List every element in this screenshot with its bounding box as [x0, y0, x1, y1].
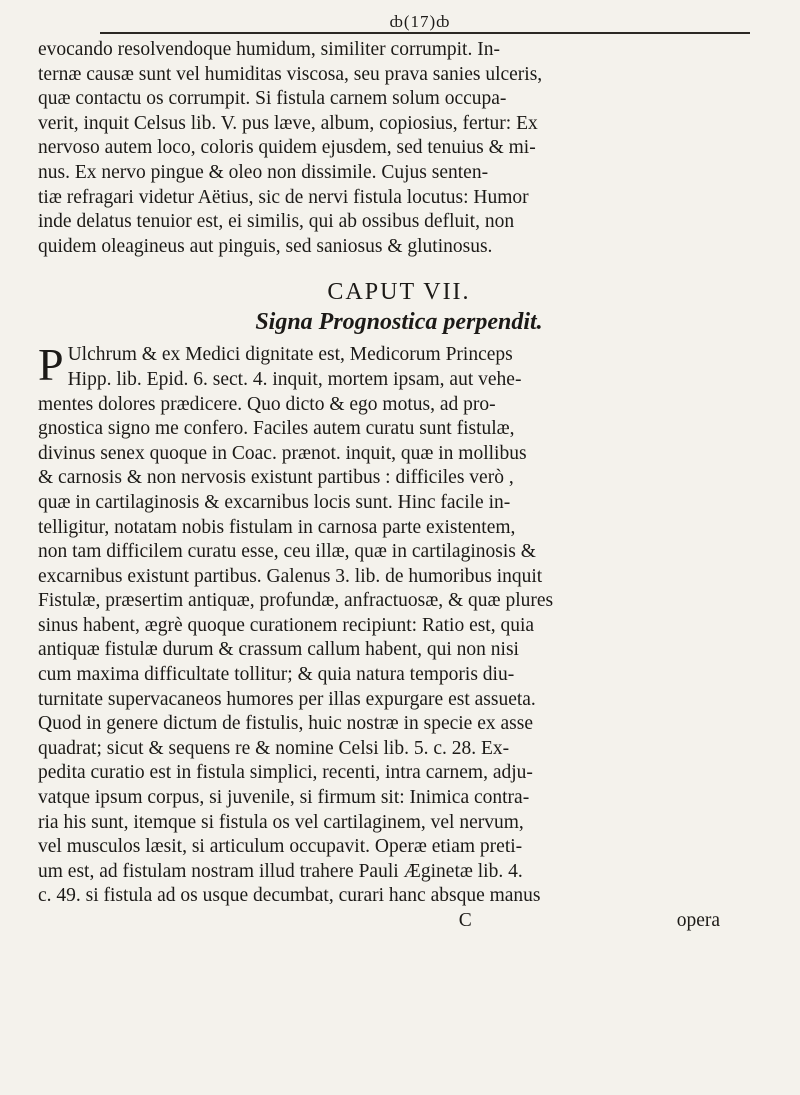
chapter-subtitle: Signa Prognostica perpendit. [255, 309, 543, 336]
text-line: um est, ad fistulam nostram illud trahere Pauli Æginetæ lib. 4. [38, 860, 523, 882]
text-line: nus. Ex nervo pingue & oleo non dissimile. Cujus senten- [38, 161, 489, 183]
text-line: quidem oleagineus aut pinguis, sed saniosus & glutinosus. [38, 235, 493, 257]
text-line: sinus habent, ægrè quoque curationem recipiunt: Ratio est, quia [38, 614, 535, 636]
text-line: Ulchrum & ex Medici dignitate est, Medicorum Princeps [67, 344, 513, 366]
text-line: mentes dolores prædicere. Quo dicto & ego motus, ad pro- [38, 393, 496, 415]
main-text [38, 38, 760, 934]
chapter-title: CAPUT VII. [327, 279, 471, 306]
text-line: gnostica signo me confero. Faciles autem curatu sunt fistulæ, [38, 418, 515, 440]
text-line: antiquæ fistulæ durum & crassum callum habent, qui non nisi [38, 639, 519, 661]
page-header [100, 12, 740, 38]
text-line: telligitur, notatam nobis fistulam in carnosa parte existentem, [38, 516, 516, 538]
text-line: non tam difficilem curatu esse, ceu illæ, quæ in cartilaginosis & [38, 541, 536, 563]
drop-cap: P [38, 339, 64, 391]
text-line: quæ in cartilaginosis & excarnibus locis sunt. Hinc facile in- [38, 491, 511, 513]
text-line: excarnibus existunt partibus. Galenus 3. lib. de humoribus inquit [38, 565, 543, 587]
text-line: vatque ipsum corpus, si juvenile, si firmum sit: Inimica contra- [38, 787, 530, 809]
catchword: opera [676, 910, 720, 931]
text-line: Hipp. lib. Epid. 6. sect. 4. inquit, mortem ipsam, aut vehe- [67, 368, 522, 390]
text-line: & carnosis & non nervosis existunt partibus : difficiles verò , [38, 467, 514, 489]
text-line: vel musculos læsit, si articulum occupavit. Operæ etiam preti- [38, 836, 523, 858]
text-line: divinus senex quoque in Coac. prænot. inquit, quæ in mollibus [38, 442, 527, 464]
signature-mark: C [458, 910, 472, 931]
header-rule [100, 32, 750, 34]
text-line: nervoso autem loco, coloris quidem ejusdem, sed tenuius & mi- [38, 137, 536, 159]
text-line: ternæ causæ sunt vel humiditas viscosa, seu prava sanies ulceris, [38, 63, 543, 85]
paragraph-2 [38, 339, 760, 909]
text-line: Quod in genere dictum de fistulis, huic nostræ in specie ex asse [38, 713, 533, 735]
page-number: ȸ(17)ȸ [389, 12, 451, 31]
text-line: inde delatus tenuior est, ei similis, qui ab ossibus defluit, non [38, 211, 515, 233]
text-line: ria his sunt, itemque si fistula os vel cartilaginem, vel nervum, [38, 811, 524, 833]
text-line: c. 49. si fistula ad os usque decumbat, curari hanc absque manus [38, 885, 541, 907]
text-line: tiæ refragari videtur Aëtius, sic de nervi fistula locutus: Humor [38, 186, 529, 208]
text-line: verit, inquit Celsus lib. V. pus læve, album, copiosius, fertur: Ex [38, 112, 538, 134]
text-line: quadrat; sicut & sequens re & nomine Celsi lib. 5. c. 28. Ex- [38, 737, 510, 759]
text-line: quæ contactu os corrumpit. Si fistula carnem solum occupa- [38, 88, 507, 110]
text-line: Fistulæ, præsertim antiquæ, profundæ, anfractuosæ, & quæ plures [38, 590, 554, 612]
text-line: cum maxima difficultate tollitur; & quia natura temporis diu- [38, 664, 515, 686]
text-line: turnitate supervacaneos humores per illas expurgare est assueta. [38, 688, 536, 710]
page-footer [38, 909, 760, 934]
text-line: pedita curatio est in fistula simplici, recenti, intra carnem, adju- [38, 762, 533, 784]
text-line: evocando resolvendoque humidum, similiter corrumpit. In- [38, 39, 500, 60]
paragraph-1 [38, 38, 760, 259]
